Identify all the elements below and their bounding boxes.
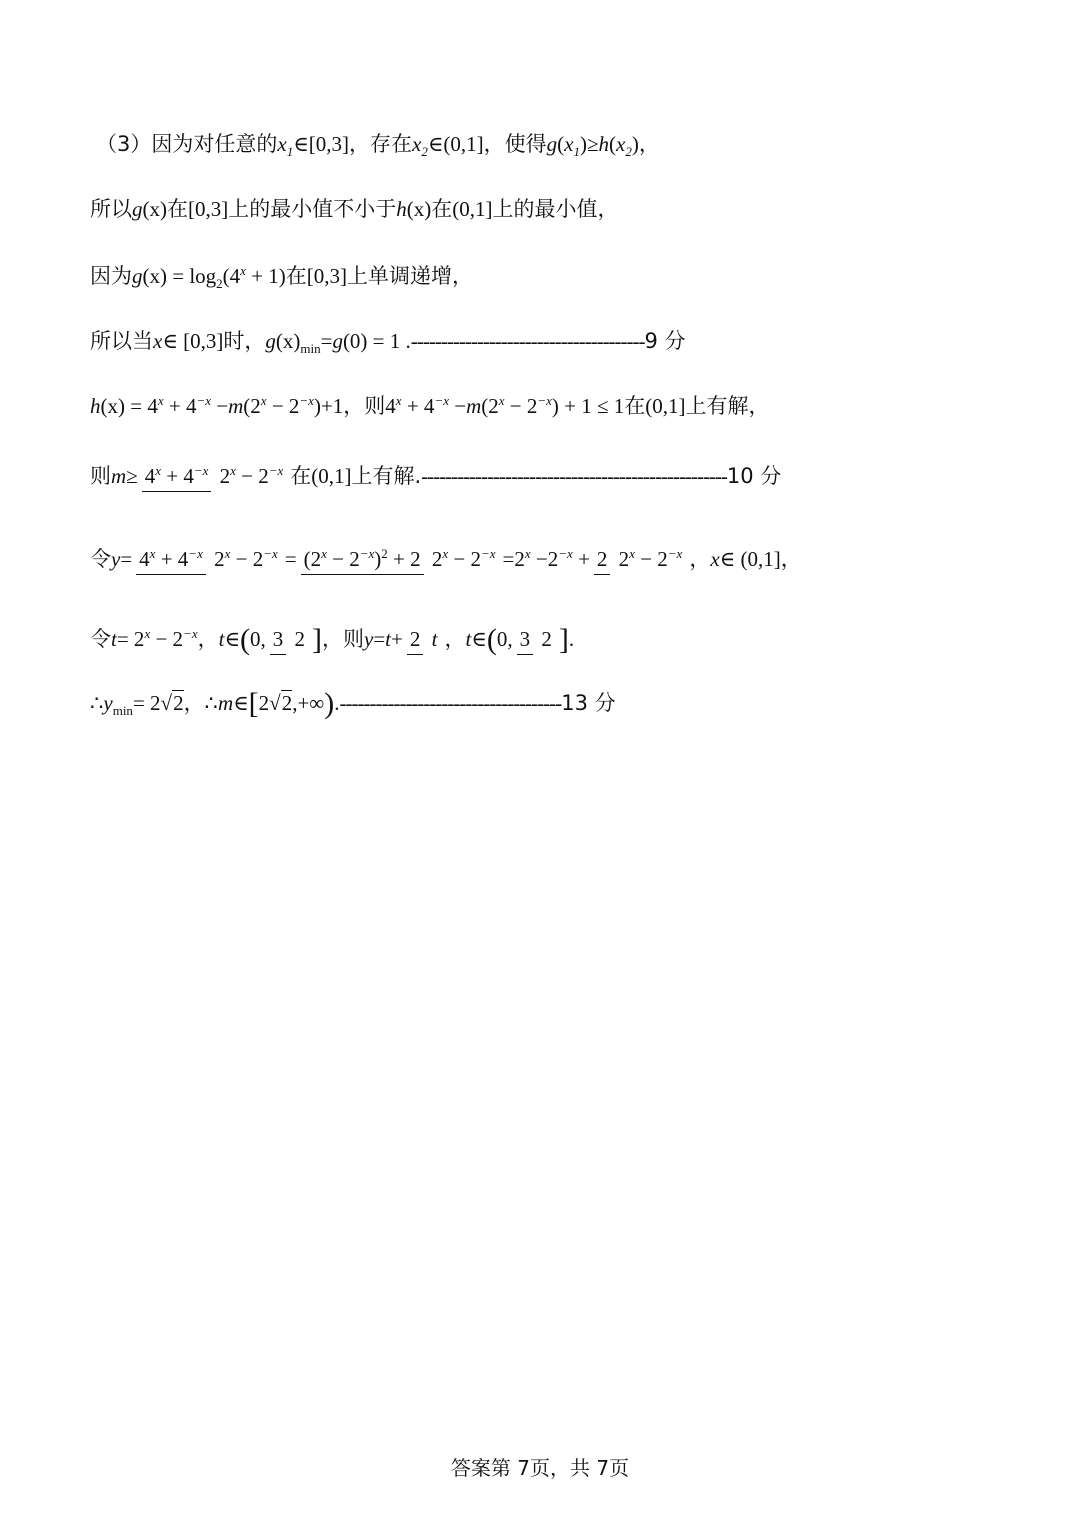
text: 所以当 <box>90 329 153 353</box>
text: ，使得 <box>483 132 547 156</box>
expr: $4^x + 4^{-x}$ − <box>385 393 467 418</box>
symbol: ≥ <box>126 463 138 488</box>
symbol: ∈ <box>427 132 444 156</box>
func-h: h <box>90 394 101 418</box>
fraction: $(2^x - 2^{-x})^2 + 2$ $2^x - 2^{-x}$ <box>301 549 499 570</box>
symbol: ∈ <box>233 691 249 715</box>
text: ，则 <box>322 626 364 651</box>
var-y: y <box>364 626 374 651</box>
func-g: g <box>132 197 143 221</box>
paren: ) <box>631 132 639 156</box>
text: ， <box>197 626 219 651</box>
expr: (0) = 1 . <box>342 329 411 353</box>
text: ， <box>444 626 466 651</box>
solution-line-7 <box>90 532 1020 586</box>
expr: = 2√2 <box>132 691 184 715</box>
text: 则 <box>90 463 111 488</box>
expr: 0, <box>496 626 513 651</box>
interval: (0,1] <box>443 132 484 156</box>
page-footer: 答案第 7页，共 7页 <box>450 1456 630 1480</box>
var-t: t <box>465 626 472 651</box>
text: 令 <box>90 546 111 571</box>
score-leader: --------------------------------------- <box>410 329 645 353</box>
text: ， <box>780 546 802 571</box>
bracket: ) <box>324 687 335 720</box>
interval: (0,1] <box>452 197 493 221</box>
symbol: = <box>373 626 386 651</box>
func-g: g <box>332 329 343 353</box>
var-m: m <box>111 463 127 488</box>
bracket: ] <box>558 622 569 656</box>
expr: $(x) = 4^x + 4^{-x}$ − <box>100 393 229 418</box>
func-h: h <box>598 132 609 156</box>
fraction: $4^x + 4^{-x}$ $2^x - 2^{-x}$ <box>142 466 287 487</box>
var-x2: $x_2$ <box>615 132 632 160</box>
solution-line-9 <box>90 687 1020 720</box>
interval: [0,3] <box>308 132 349 156</box>
var-x: x <box>710 546 720 571</box>
symbol: ∈ <box>224 626 240 651</box>
fraction: 2 $2^x - 2^{-x}$ <box>594 549 685 570</box>
paren: ) <box>579 132 587 156</box>
paren: ( <box>608 132 616 156</box>
expr: (x) <box>142 197 167 221</box>
solution-line-3 <box>90 263 1020 292</box>
score-leader: ------------------------------------- <box>339 691 562 715</box>
bracket: ( <box>240 622 250 656</box>
interval: [0,3] <box>188 197 229 221</box>
expr: 2√2,+∞ <box>258 691 325 715</box>
interval: [0,3] <box>306 264 348 288</box>
var-t: t <box>111 626 117 651</box>
bracket: ] <box>312 622 322 656</box>
text: 上有解. <box>351 463 422 488</box>
solution-line-4 <box>90 329 1020 357</box>
text: ，则 <box>343 394 386 418</box>
expr: ∈ (0,1] <box>719 546 781 571</box>
expr: $(x) = \log_2$ <box>142 264 223 292</box>
func-g: g <box>132 264 143 288</box>
var-t: t <box>385 626 392 651</box>
text: 因为 <box>90 264 132 288</box>
text: 上的最小值， <box>492 197 619 221</box>
interval: (0,1] <box>311 463 352 488</box>
text: . <box>568 626 575 651</box>
fraction: $4^x + 4^{-x}$ $2^x - 2^{-x}$ <box>136 549 281 570</box>
paren: ( <box>557 132 565 156</box>
expr: $=2^x -2^{-x}$ + <box>502 545 590 571</box>
therefore-symbol: ∴ <box>90 691 104 715</box>
fraction: 2 t <box>407 629 441 650</box>
expr: $(2^x - 2^{-x}) + 1 \le 1$ <box>481 393 625 418</box>
solution-line-8 <box>90 612 1020 666</box>
symbol: = <box>320 329 333 353</box>
symbol: = <box>284 546 297 571</box>
var-y: y <box>111 546 121 571</box>
text: 在 <box>431 197 453 221</box>
var-x1: $x_1$ <box>277 132 294 160</box>
score-mark: 13 分 <box>561 691 616 715</box>
bracket: ( <box>486 622 497 656</box>
func-g: g <box>546 132 558 156</box>
var-y: $y_{min}$ <box>103 691 133 719</box>
symbol: + <box>391 626 403 651</box>
var-m: m <box>217 691 234 715</box>
var-m: m <box>466 394 482 418</box>
solution-line-2 <box>90 199 1020 220</box>
text: 在 <box>167 197 188 221</box>
text: 在 <box>290 463 312 488</box>
expr: $(4^x + 1)$ <box>222 263 286 288</box>
text: 上的最小值不小于 <box>228 197 397 221</box>
expr: (x) <box>406 197 432 221</box>
text: . <box>334 691 340 715</box>
var-m: m <box>228 394 244 418</box>
text: 上有解， <box>685 394 770 418</box>
symbol: ∈ <box>471 626 487 651</box>
interval: (0,1] <box>645 394 686 418</box>
text: ， <box>689 546 711 571</box>
var-x1: $x_1$ <box>564 132 580 160</box>
expr: = $2^x - 2^{-x}$ <box>116 625 198 651</box>
score-mark: 10 分 <box>726 463 782 488</box>
solution-line-1 <box>96 132 1020 160</box>
expr: 0, <box>250 626 266 651</box>
text: ，∴ <box>183 691 218 715</box>
var-x2: $x_2$ <box>412 132 428 160</box>
text: 时， <box>223 329 266 353</box>
symbol: ≥ <box>586 132 599 156</box>
expr: ∈ [0,3] <box>162 329 224 353</box>
symbol: ∈ <box>293 132 309 156</box>
func-h: h <box>396 197 407 221</box>
func-g: g <box>265 329 276 353</box>
bracket: [ <box>248 687 259 720</box>
text: 在 <box>624 394 646 418</box>
score-mark: 9 分 <box>644 329 686 353</box>
text: ，存在 <box>349 132 412 156</box>
text: 上单调递增， <box>347 264 474 288</box>
symbol: = <box>120 546 133 571</box>
text: 令 <box>90 626 111 651</box>
var-x: x <box>153 329 163 353</box>
fraction: 3 2 <box>270 629 308 650</box>
score-leader: --------------------------------------------------- <box>421 463 727 488</box>
text: ， <box>638 132 660 156</box>
solution-line-6 <box>90 451 1020 501</box>
text: 所以 <box>90 197 132 221</box>
fraction: 3 2 <box>517 629 555 650</box>
var-t: t <box>218 626 225 651</box>
solution-line-5 <box>90 393 1020 418</box>
expr: $(2^x - 2^{-x})+1$ <box>243 393 344 418</box>
text: （3）因为对任意的 <box>96 132 278 156</box>
expr: $(x)_{min}$ <box>275 329 321 357</box>
text: 在 <box>285 264 307 288</box>
